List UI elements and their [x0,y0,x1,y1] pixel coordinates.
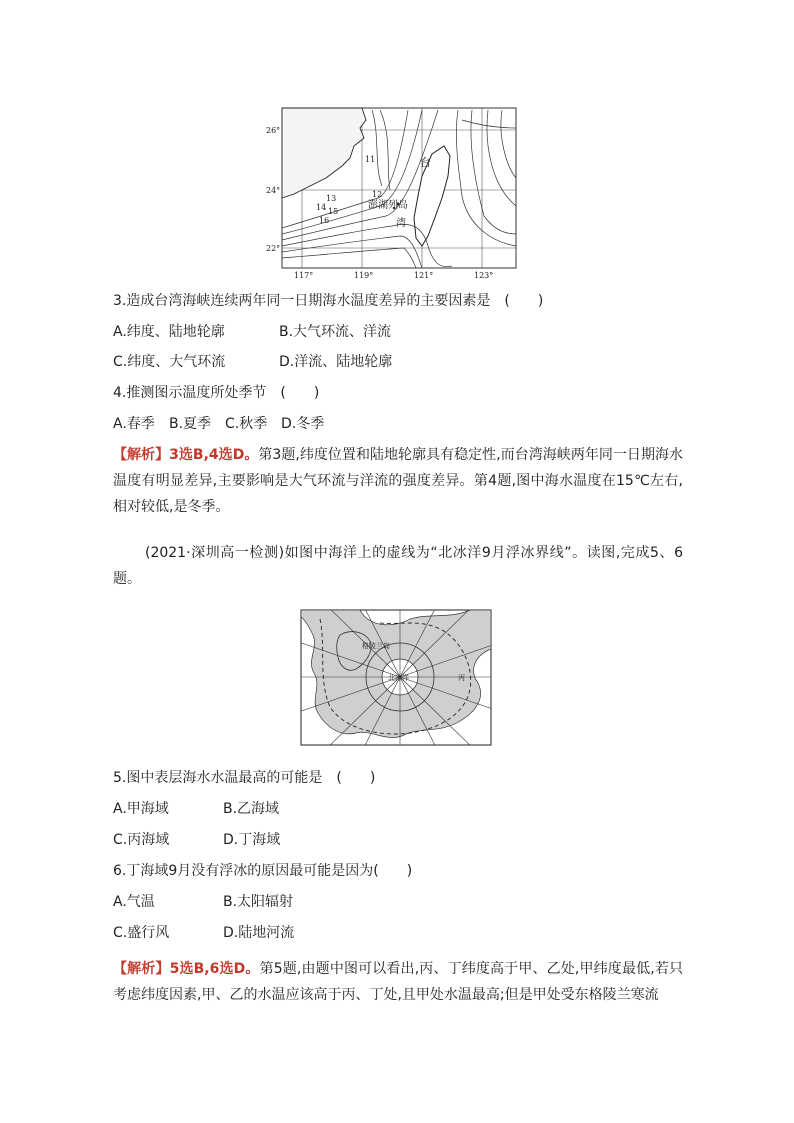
analysis-answer: 5选B,6选D。 [169,961,260,977]
option-4d[interactable]: D.冬季 [281,416,325,432]
option-6b[interactable]: B.太阳辐射 [223,894,294,910]
option-6a[interactable]: A.气温 [113,894,155,910]
question-3-options-row-1 [113,321,391,343]
analysis-text: 第3题,纬度位置和陆地轮廓具有稳定性,而台湾海峡两年同一日期海水温度有明显差异,主要影响是大气环流与洋流的强度差异。第4题,图中海水温度在15℃左右,相对较低,是冬季。 [113,447,684,515]
lat-label-22: 22° [266,244,281,253]
question-5-options-row-2 [113,829,280,851]
option-3b[interactable]: B.大气环流、洋流 [279,324,392,340]
question-6-stem: 6.丁海域9月没有浮冰的原因最可能是因为( ) [113,863,413,879]
option-6d[interactable]: D.陆地河流 [223,925,295,941]
place-label-wan: 湾 [396,218,406,229]
arctic-ocean-label: 北冰洋 [388,674,409,682]
lon-label-119: 119° [354,271,374,280]
option-5d[interactable]: D.丁海域 [223,832,281,848]
option-5a[interactable]: A.甲海域 [113,801,169,817]
analysis-block-2 [113,956,683,1008]
question-4-options [113,413,324,435]
greenland-label: 格陵兰岛 [362,642,390,650]
question-6-options-row-2 [113,922,294,944]
option-3d[interactable]: D.洋流、陆地轮廓 [279,354,393,370]
lat-label-24: 24° [266,186,281,195]
place-label-tai: 台 [420,156,431,169]
option-3a[interactable]: A.纬度、陆地轮廓 [113,324,225,340]
option-6c[interactable]: C.盛行风 [113,925,170,941]
question-3-options-row-2 [113,351,392,373]
question-5-options-row-1 [113,798,279,820]
option-4b[interactable]: B.夏季 [169,416,212,432]
question-6-options-row-1 [113,891,293,913]
option-4a[interactable]: A.春季 [113,416,155,432]
analysis-tag: 【解析】 [113,447,170,463]
intro-paragraph: (2021·深圳高一检测)如图中海洋上的虚线为“北冰洋9月浮冰界线”。读图,完成5、6题。 [113,545,683,587]
analysis-answer: 3选B,4选D。 [169,447,259,463]
lat-label-26: 26° [266,126,281,135]
isotherm-label-15: 15 [328,207,339,216]
option-4c[interactable]: C.秋季 [225,416,268,432]
bing-label: 丙 [458,674,465,682]
isotherm-label-11: 11 [365,155,376,164]
analysis-tag: 【解析】 [113,961,170,977]
analysis-block-1 [113,442,683,520]
option-3c[interactable]: C.纬度、大气环流 [113,354,226,370]
option-5c[interactable]: C.丙海域 [113,832,170,848]
place-label-penghu: 澎湖列岛 [368,200,408,211]
isotherm-label-14: 14 [316,203,327,212]
question-3-stem: 3.造成台湾海峡连续两年同一日期海水温度差异的主要因素是 ( ) [113,293,544,309]
lon-label-123: 123° [474,271,494,280]
taiwan-strait-isotherm-map [262,106,522,282]
option-5b[interactable]: B.乙海域 [223,801,280,817]
question-4-stem: 4.推测图示温度所处季节 ( ) [113,385,320,401]
isotherm-label-12: 12 [372,190,383,199]
isotherm-label-16: 16 [319,216,330,225]
isotherm-label-13: 13 [326,194,337,203]
arctic-sea-ice-map [300,609,492,746]
question-5-stem: 5.图中表层海水水温最高的可能是 ( ) [113,770,376,786]
lon-label-117: 117° [294,271,314,280]
lon-label-121: 121° [414,271,434,280]
analysis-text: 第5题,由题中图可以看出,丙、丁纬度高于甲、乙处,甲纬度最低,若只考虑纬度因素,甲、乙的水温应该高于丙、丁处,且甲处水温最高;但是甲处受东格陵兰寒流 [113,961,683,1003]
